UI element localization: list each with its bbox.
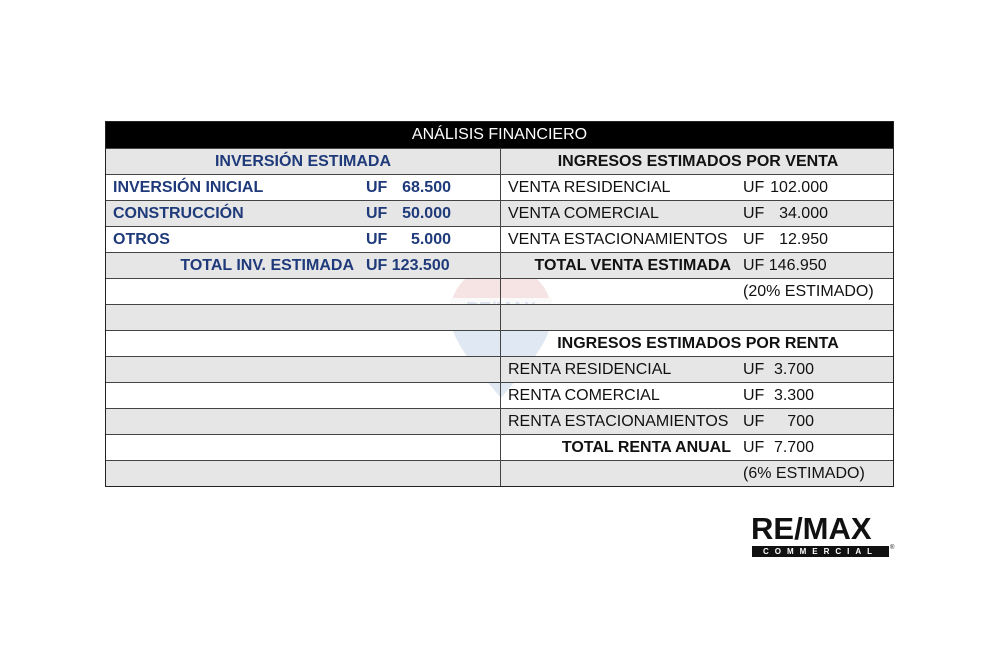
- total-venta-label: TOTAL VENTA ESTIMADA: [534, 257, 731, 274]
- renta-residencial-label: RENTA RESIDENCIAL: [508, 361, 672, 378]
- renta-comercial-label: RENTA COMERCIAL: [508, 387, 660, 404]
- registered-mark: ®: [890, 545, 895, 551]
- venta-note: (20% ESTIMADO): [743, 283, 874, 300]
- construccion-label: CONSTRUCCIÓN: [113, 205, 244, 222]
- venta-estacionamientos-label: VENTA ESTACIONAMIENTOS: [508, 231, 728, 248]
- venta-comercial-label: VENTA COMERCIAL: [508, 205, 659, 222]
- inversion-inicial-currency: UF: [366, 179, 388, 196]
- otros-amount: 5.000: [410, 231, 451, 248]
- construccion-amount: 50.000: [402, 205, 451, 222]
- venta-estacionamientos-currency: UF: [743, 231, 765, 248]
- venta-estacionamientos-amount: 12.950: [779, 231, 828, 248]
- renta-residencial-amount: 3.700: [773, 361, 814, 378]
- renta-comercial-currency: UF: [743, 387, 765, 404]
- total-venta-value: UF 146.950: [743, 257, 827, 274]
- inversion-header: INVERSIÓN ESTIMADA: [214, 153, 391, 170]
- venta-residencial-amount: 102.000: [770, 179, 828, 196]
- construccion-currency: UF: [366, 205, 388, 222]
- logo-main-text: RE/MAX: [751, 511, 872, 546]
- inversion-inicial-label: INVERSIÓN INICIAL: [113, 179, 264, 196]
- venta-comercial-amount: 34.000: [779, 205, 828, 222]
- total-inversion-label: TOTAL INV. ESTIMADA: [180, 257, 354, 274]
- remax-commercial-logo: [751, 512, 897, 560]
- total-renta-amount: 7.700: [773, 439, 814, 456]
- financial-analysis-table: [105, 121, 894, 487]
- inversion-inicial-amount: 68.500: [402, 179, 451, 196]
- column-divider: [500, 148, 501, 486]
- venta-residencial-label: VENTA RESIDENCIAL: [508, 179, 671, 196]
- renta-estacionamientos-amount: 700: [787, 413, 814, 430]
- otros-currency: UF: [366, 231, 388, 248]
- total-inversion-value: UF 123.500: [366, 257, 450, 274]
- renta-comercial-amount: 3.300: [773, 387, 814, 404]
- venta-header: INGRESOS ESTIMADOS POR VENTA: [557, 153, 839, 170]
- venta-comercial-currency: UF: [743, 205, 765, 222]
- otros-label: OTROS: [113, 231, 170, 248]
- renta-residencial-currency: UF: [743, 361, 765, 378]
- total-renta-label: TOTAL RENTA ANUAL: [561, 439, 731, 456]
- table-title: ANÁLISIS FINANCIERO: [106, 122, 893, 148]
- total-renta-currency: UF: [743, 439, 765, 456]
- venta-residencial-currency: UF: [743, 179, 765, 196]
- renta-estacionamientos-label: RENTA ESTACIONAMIENTOS: [508, 413, 729, 430]
- logo-sub-text: COMMERCIAL: [752, 546, 889, 557]
- renta-estacionamientos-currency: UF: [743, 413, 765, 430]
- renta-note: (6% ESTIMADO): [743, 465, 865, 482]
- renta-header: INGRESOS ESTIMADOS POR RENTA: [557, 335, 839, 352]
